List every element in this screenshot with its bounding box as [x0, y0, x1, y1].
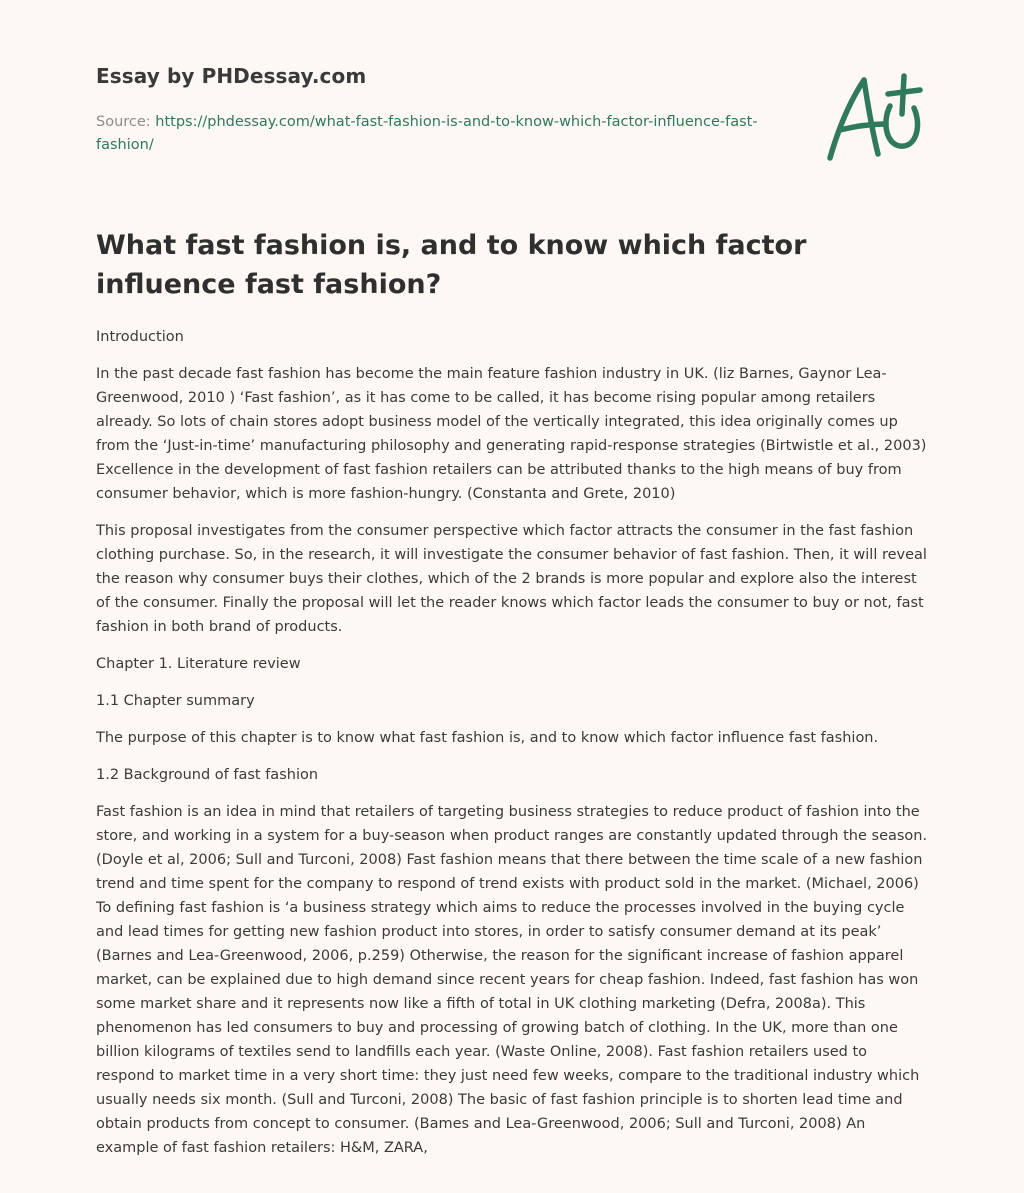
chapter-heading: Chapter 1. Literature review	[96, 656, 301, 672]
section-heading: 1.1 Chapter summary	[96, 693, 255, 709]
source-line	[96, 111, 776, 157]
source-label: Source:	[96, 114, 151, 130]
essay-title: What fast fashion is, and to know which factor influence fast fashion?	[96, 230, 807, 300]
body-paragraph: This proposal investigates from the consumer perspective which factor attracts the consumer in the fast fashion clothing purchase. So, in the research, it will investigate the consumer behavior of fast fashion. Then, it will reveal the reason why consumer buys their clothes, which of the 2 brands is more popular and explore also the interest of the consumer. Finally the proposal will let the reader knows which factor leads the consumer to buy or not, fast fashion in both brand of products.	[96, 523, 927, 635]
site-brand: Essay by PHDessay.com	[96, 64, 367, 88]
a-plus-grade-logo-icon	[822, 68, 928, 164]
section-heading-introduction: Introduction	[96, 329, 184, 345]
body-paragraph: The purpose of this chapter is to know what fast fashion is, and to know which factor influence fast fashion.	[96, 730, 879, 746]
body-paragraph: In the past decade fast fashion has become the main feature fashion industry in UK. (liz Barnes, Gaynor Lea-Greenwood, 2010 ) ‘Fast fashion’, as it has come to be called, it has become rising popular among retailers already. So lots of chain stores adopt business model of the vertically integrated, this idea originally comes up from the ‘Just-in-time’ manufacturing philosophy and generating rapid-response strategies (Birtwistle et al., 2003) Excellence in the development of fast fashion retailers can be attributed thanks to the high means of buy from consumer behavior, which is more fashion-hungry. (Constanta and Grete, 2010)	[96, 366, 927, 502]
essay-body	[96, 325, 928, 1173]
source-link[interactable]: https://phdessay.com/what-fast-fashion-is-and-to-know-which-factor-influence-fast-fashion/	[96, 114, 758, 153]
body-paragraph: Fast fashion is an idea in mind that retailers of targeting business strategies to reduce product of fashion into the store, and working in a system for a buy-season when product ranges are constantly updated through the season. (Doyle et al, 2006; Sull and Turconi, 2008) Fast fashion means that there between the time scale of a new fashion trend and time spent for the company to respond of trend exists with product sold in the market. (Michael, 2006) To defining fast fashion is ‘a business strategy which aims to reduce the processes involved in the buying cycle and lead times for getting new fashion product into stores, in order to satisfy consumer demand at its peak’ (Barnes and Lea-Greenwood, 2006, p.259) Otherwise, the reason for the significant increase of fashion apparel market, can be explained due to high demand since recent years for cheap fashion. Indeed, fast fashion has won some market share and it represents now like a fifth of total in UK clothing marketing (Defra, 2008a). This phenomenon has led consumers to buy and processing of growing batch of clothing. In the UK, more than one billion kilograms of textiles send to landfills each year. (Waste Online, 2008). Fast fashion retailers used to respond to market time in a very short time: they just need few weeks, compare to the traditional industry which usually needs six month. (Sull and Turconi, 2008) The basic of fast fashion principle is to shorten lead time and obtain products from concept to consumer. (Bames and Lea-Greenwood, 2006; Sull and Turconi, 2008) An example of fast fashion retailers: H&M, ZARA,	[96, 804, 928, 1156]
section-heading: 1.2 Background of fast fashion	[96, 767, 319, 783]
